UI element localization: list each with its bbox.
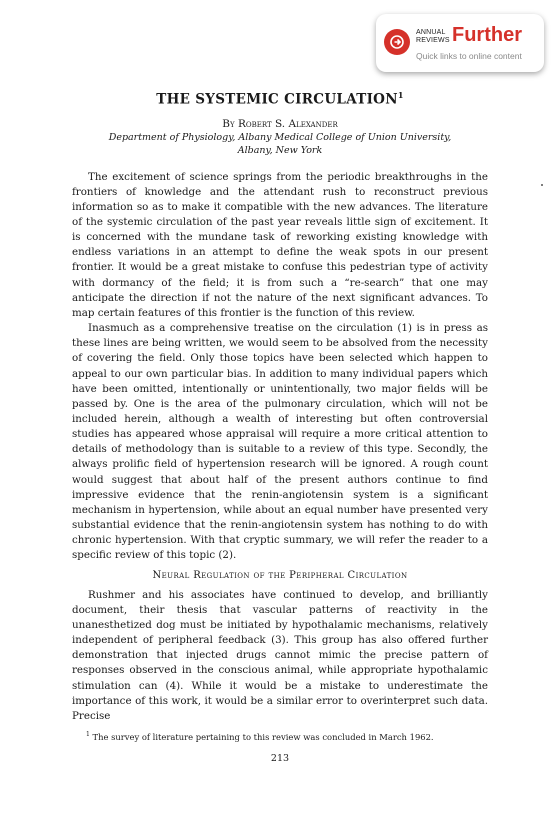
scan-speck xyxy=(541,184,543,186)
annual-reviews-further-badge[interactable] xyxy=(376,14,544,72)
affiliation-line-1: Department of Physiology, Albany Medical College of Union University, xyxy=(108,131,452,143)
byline-by: By xyxy=(222,117,235,130)
article-body xyxy=(72,170,488,764)
footnote-mark: 1 xyxy=(86,730,90,738)
article-title xyxy=(72,86,488,109)
annual-reviews-logo-icon xyxy=(384,29,410,55)
badge-line-annual: ANNUAL xyxy=(416,29,446,36)
title-text: THE SYSTEMIC CIRCULATION xyxy=(156,91,398,108)
badge-subtitle: Quick links to online content xyxy=(416,51,522,61)
footnote-text: The survey of literature pertaining to this review was concluded in March 1962. xyxy=(92,731,434,742)
paragraph-neural-regulation: Rushmer and his associates have continued to develop, and brilliantly document, their thesis that vascular patterns of reactivity in the unanesthetized dog must be initiated by hypothalamic mechanisms, relatively independent of peripheral feedback (3). This group has also offered further demonstration that injected drugs cannot mimic the precise pattern of responses observed in the conscious animal, while appropriate hypothalamic stimulation can (4). While it would be a mistake to underestimate the importance of this work, it would be a similar error to overinterpret such data. Precise xyxy=(72,588,488,722)
title-footnote-mark: 1 xyxy=(397,90,404,100)
author-name: Robert S. Alexander xyxy=(237,117,338,130)
badge-line-reviews: REVIEWS xyxy=(416,37,450,44)
page-number: 213 xyxy=(270,752,290,764)
badge-brand: Further xyxy=(452,24,522,46)
section-heading: Neural Regulation of the Peripheral Circulation xyxy=(152,569,408,581)
article-page xyxy=(72,86,488,764)
badge-publisher-label xyxy=(416,29,452,45)
footnote xyxy=(72,729,488,743)
paragraph-scope: Inasmuch as a comprehensive treatise on the circulation (1) is in press as these lines are being written, we would seem to be absolved from the necessity of covering the field. Only those topics have been selected which happen to appeal to our own particular bias. In addition to many individual papers which have been omitted, intentionally or unintentionally, two major fields will be passed by. One is the area of the pulmonary circulation, which will not be included herein, although a wealth of interesting but often controversial studies has appeared whose appraisal will require a more critical attention to details of methodology than is suitable to a review of this type. Secondly, the always prolific field of hypertension research will be ignored. A rough count would suggest that about half of the present authors continue to find impressive evidence that the renin-angiotensin system is a significant mechanism in hypertension, while about an equal number have presented very substantial evidence that the renin-angiotensin system has nothing to do with chronic hypertension. With that cryptic summary, we will refer the reader to a specific review of this topic (2). xyxy=(72,322,488,562)
byline xyxy=(72,117,488,131)
affiliation-line-2: Albany, New York xyxy=(237,145,323,156)
paragraph-intro: The excitement of science springs from the periodic breakthroughs in the frontiers of knowledge and the attendant rush to reconstruct previous information so as to make it compatible with the new advances. The literature of the systemic circulation of the past year reveals little sign of excitement. It is concerned with the mundane task of reworking existing knowledge with endless variations in an attempt to define the weak spots in our present frontier. It would be a great mistake to confuse this pedestrian type of activity with dormancy of the field; it is from such a “re-search” that one may anticipate the direction if not the nature of the next significant advances. To map certain features of this frontier is the function of this review. xyxy=(72,170,488,319)
